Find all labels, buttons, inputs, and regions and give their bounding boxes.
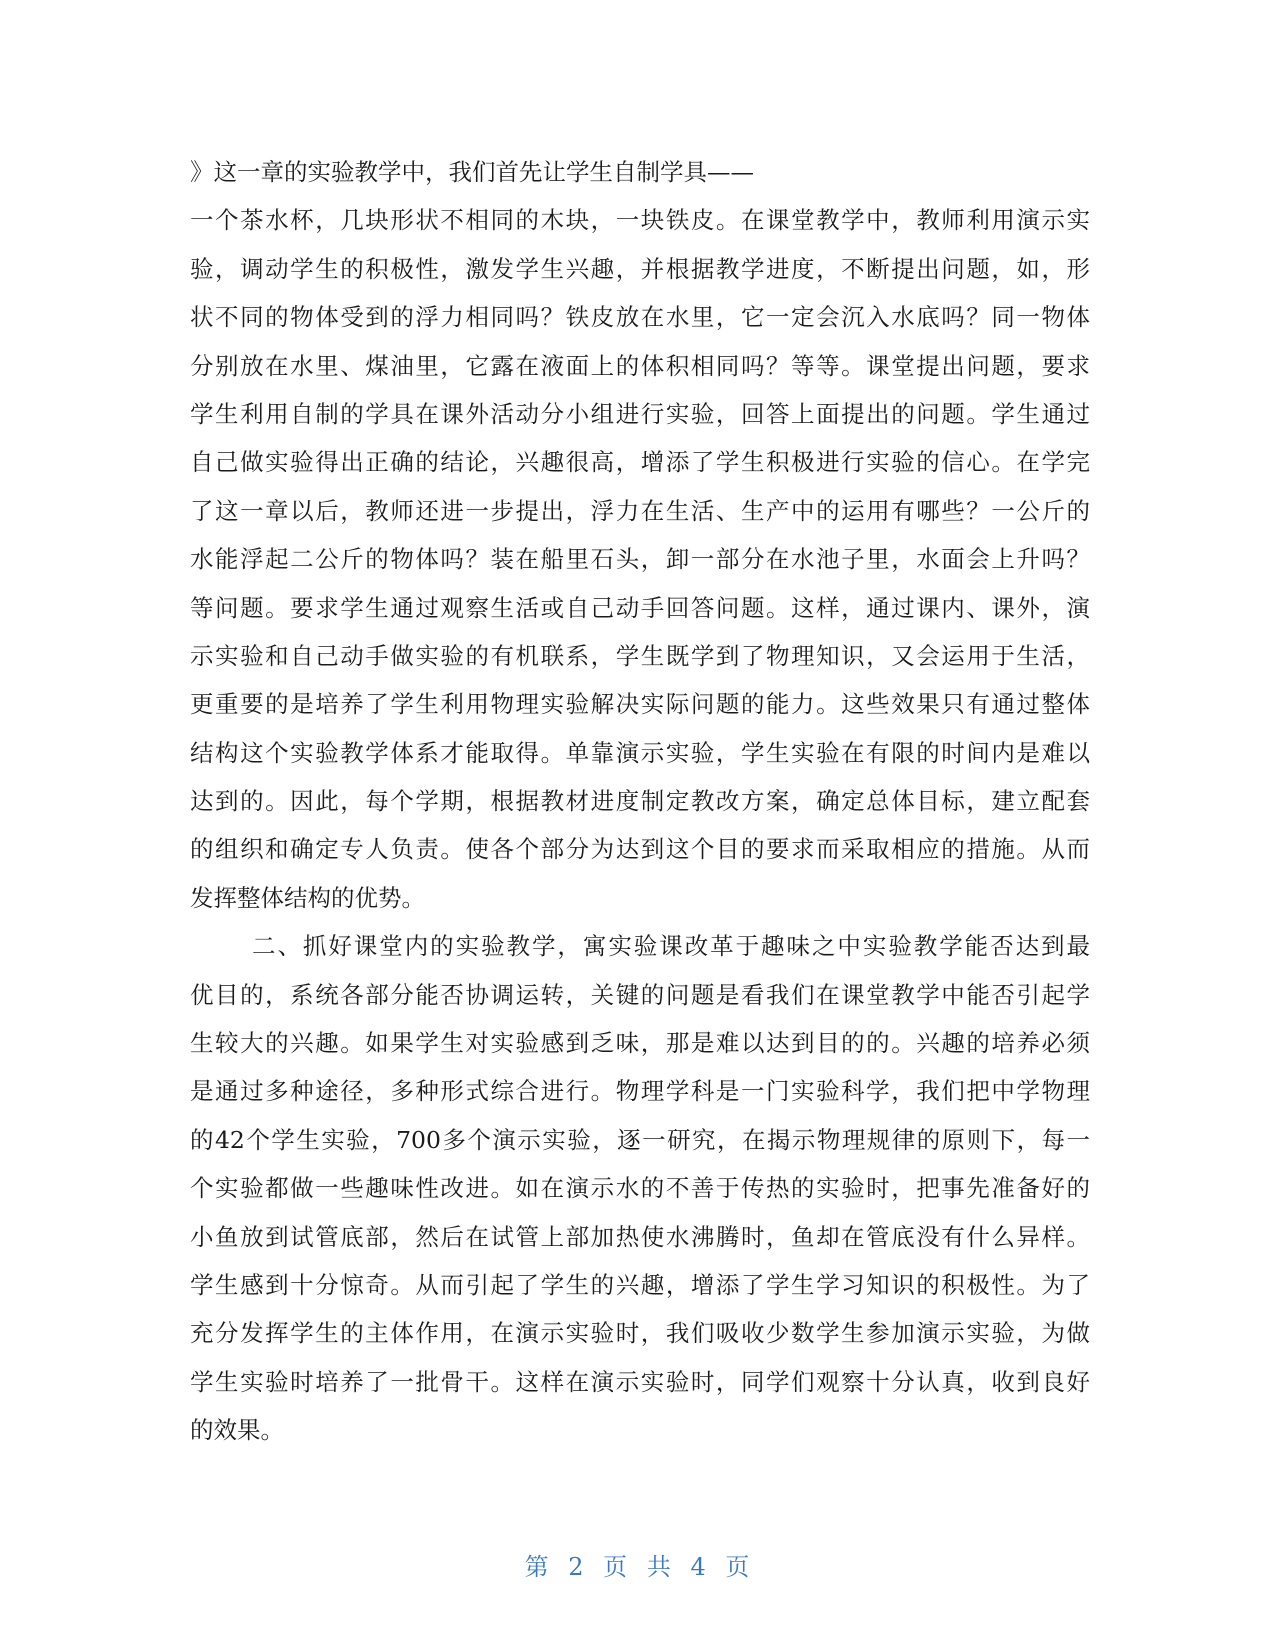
text-line: 》这一章的实验教学中，我们首先让学生自制学具—— [190,158,754,186]
text-line: 的42个学生实验，700多个演示实验，逐一研究，在揭示物理规律的原则下，每一 [190,1125,1090,1154]
text-line: 示实验和自己动手做实验的有机联系，学生既学到了物理知识，又会运用于生活， [190,641,1090,670]
footer-label-page: 第 [524,1553,550,1581]
text-line: 生较大的兴趣。如果学生对实验感到乏味，那是难以达到目的的。兴趣的培养必须 [190,1029,1090,1058]
text-line: 结构这个实验教学体系才能取得。单靠演示实验，学生实验在有限的时间内是难以 [190,738,1090,767]
text-line: 水能浮起二公斤的物体吗？装在船里石头，卸一部分在水池子里，水面会上升吗？ [190,545,1090,574]
text-line: 更重要的是培养了学生利用物理实验解决实际问题的能力。这些效果只有通过整体 [190,690,1090,719]
text-line: 充分发挥学生的主体作用，在演示实验时，我们吸收少数学生参加演示实验，为做 [190,1319,1090,1348]
text-line: 优目的，系统各部分能否协调运转，关键的问题是看我们在课堂教学中能否引起学 [190,980,1090,1009]
current-page-number: 2 [568,1553,585,1581]
text-line: 达到的。因此，每个学期，根据教材进度制定教改方案，确定总体目标，建立配套 [190,787,1090,816]
text-line: 发挥整体结构的优势。 [190,883,425,912]
text-line: 学生实验时培养了一批骨干。这样在演示实验时，同学们观察十分认真，收到良好 [190,1367,1090,1396]
text-line: 一个茶水杯，几块形状不相同的木块，一块铁皮。在课堂教学中，教师利用演示实 [190,206,1090,235]
footer-label-unit-end: 页 [725,1553,751,1581]
text-line: 状不同的物体受到的浮力相同吗？铁皮放在水里，它一定会沉入水底吗？同一物体 [190,303,1090,332]
text-line: 的效果。 [190,1416,284,1445]
text-line: 分别放在水里、煤油里，它露在液面上的体积相同吗？等等。课堂提出问题，要求 [190,351,1090,380]
paragraph-continued [190,148,1090,922]
section-heading-line: 二、抓好课堂内的实验教学，寓实验课改革于趣味之中实验教学能否达到最 [252,932,1090,961]
text-line: 的组织和确定专人负责。使各个部分为达到这个目的要求而采取相应的措施。从而 [190,835,1090,864]
document-body [190,148,1090,1455]
text-line: 了这一章以后，教师还进一步提出，浮力在生活、生产中的运用有哪些？一公斤的 [190,496,1090,525]
total-pages-number: 4 [690,1553,707,1581]
paragraph-section-two [190,922,1090,1454]
footer-label-total: 共 [646,1553,672,1581]
text-line: 小鱼放到试管底部，然后在试管上部加热使水沸腾时，鱼却在管底没有什么异样。 [190,1222,1090,1251]
text-line: 自己做实验得出正确的结论，兴趣很高，增添了学生积极进行实验的信心。在学完 [190,448,1090,477]
footer-label-unit: 页 [603,1553,629,1581]
text-line: 等问题。要求学生通过观察生活或自己动手回答问题。这样，通过课内、课外，演 [190,593,1090,622]
text-line: 学生利用自制的学具在课外活动分小组进行实验，回答上面提出的问题。学生通过 [190,399,1090,428]
text-line: 验，调动学生的积极性，激发学生兴趣，并根据教学进度，不断提出问题，如，形 [190,254,1090,283]
text-line: 个实验都做一些趣味性改进。如在演示水的不善于传热的实验时，把事先准备好的 [190,1174,1090,1203]
text-line: 是通过多种途径，多种形式综合进行。物理学科是一门实验科学，我们把中学物理 [190,1077,1090,1106]
text-line: 学生感到十分惊奇。从而引起了学生的兴趣，增添了学生学习知识的积极性。为了 [190,1270,1090,1299]
page-number-footer [0,1547,1275,1582]
